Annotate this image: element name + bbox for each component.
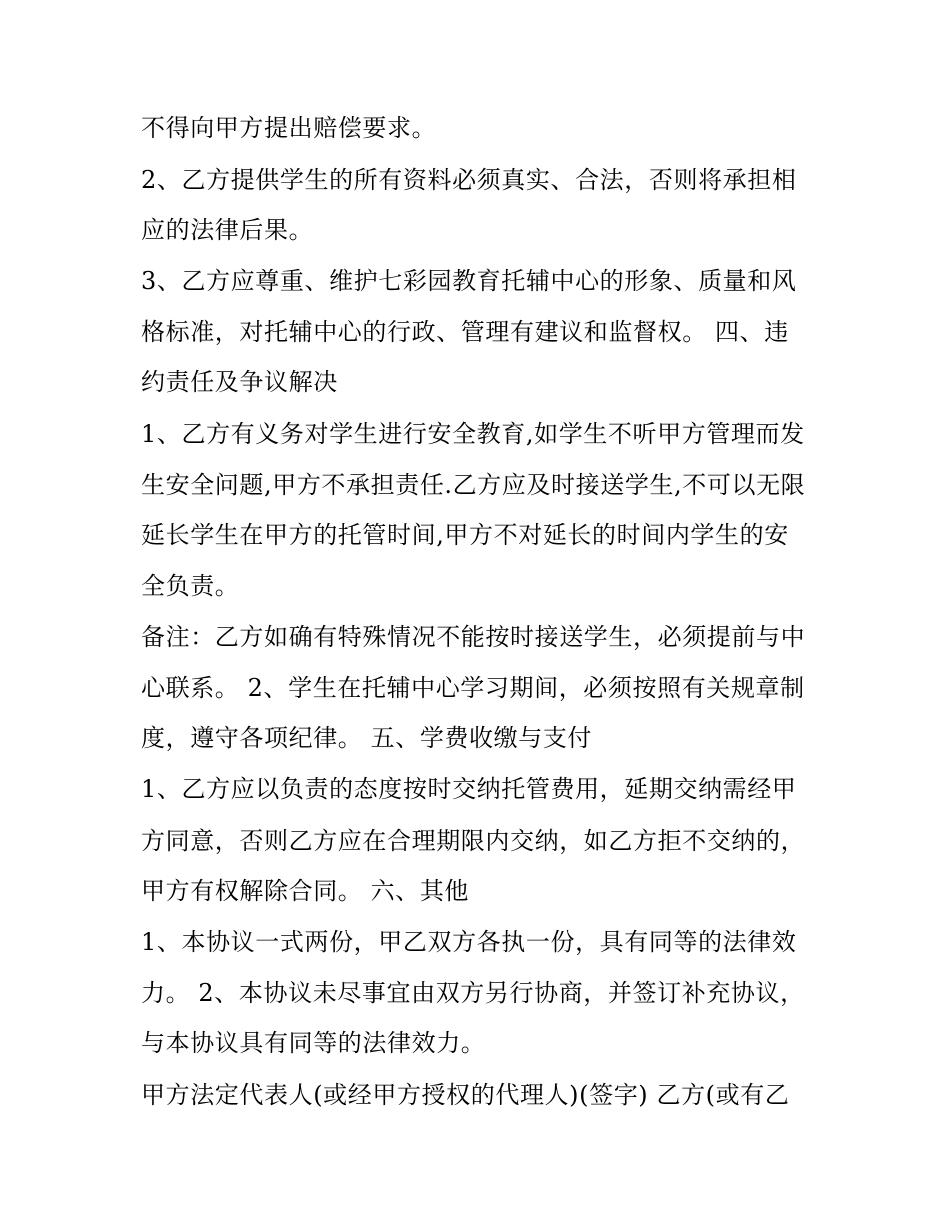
text-line: 约责任及争议解决 bbox=[141, 368, 338, 396]
text-line: 延长学生在甲方的托管时间,甲方不对延长的时间内学生的安 bbox=[141, 521, 789, 549]
text-line: 力。 2、本协议未尽事宜由双方另行协商，并签订补充协议， bbox=[141, 979, 805, 1007]
text-line: 1、本协议一式两份，甲乙双方各执一份，具有同等的法律效 bbox=[141, 928, 797, 956]
text-line: 全负责。 bbox=[141, 572, 240, 600]
text-line: 不得向甲方提出赔偿要求。 bbox=[141, 114, 437, 142]
text-line: 度，遵守各项纪律。 五、学费收缴与支付 bbox=[141, 724, 593, 752]
text-line: 甲方法定代表人(或经甲方授权的代理人)(签字) 乙方(或有乙 bbox=[141, 1081, 790, 1109]
text-line: 1、乙方应以负责的态度按时交纳托管费用，延期交纳需经甲 bbox=[141, 775, 797, 803]
text-line: 1、乙方有义务对学生进行安全教育,如学生不听甲方管理而发 bbox=[141, 420, 805, 448]
text-line: 心联系。 2、学生在托辅中心学习期间，必须按照有关规章制 bbox=[141, 674, 805, 702]
text-line: 与本协议具有同等的法律效力。 bbox=[141, 1029, 486, 1057]
text-line: 3、乙方应尊重、维护七彩园教育托辅中心的形象、质量和风 bbox=[141, 267, 797, 295]
text-line: 生安全问题,甲方不承担责任.乙方应及时接送学生,不可以无限 bbox=[141, 471, 806, 499]
text-line: 2、乙方提供学生的所有资料必须真实、合法，否则将承担相 bbox=[141, 166, 797, 194]
text-line: 甲方有权解除合同。 六、其他 bbox=[141, 877, 470, 905]
text-line: 应的法律后果。 bbox=[141, 216, 314, 244]
text-line: 格标准，对托辅中心的行政、管理有建议和监督权。 四、违 bbox=[141, 318, 789, 346]
text-line: 备注：乙方如确有特殊情况不能按时接送学生，必须提前与中 bbox=[141, 623, 806, 651]
text-line: 方同意，否则乙方应在合理期限内交纳，如乙方拒不交纳的， bbox=[141, 827, 806, 855]
